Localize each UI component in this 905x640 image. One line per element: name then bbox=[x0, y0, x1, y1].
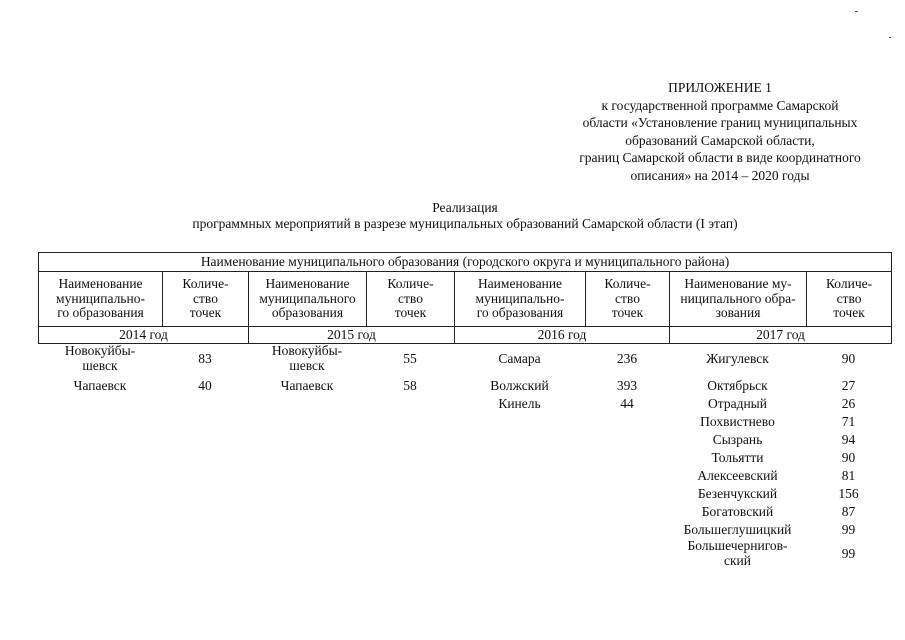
municipality-name: Новокуйбы- шевск bbox=[64, 343, 136, 373]
points-count: 236 bbox=[616, 350, 638, 366]
points-count: 99 bbox=[841, 545, 856, 561]
appendix-line: границ Самарской области в виде координатного bbox=[579, 150, 861, 165]
points-count: 71 bbox=[841, 413, 856, 429]
appendix-line: описания» на 2014 – 2020 годы bbox=[630, 167, 810, 183]
col-header-count: Количе- ство точек bbox=[586, 272, 670, 327]
municipality-name: Октябрьск bbox=[707, 377, 768, 393]
municipality-name: Отрадный bbox=[708, 395, 767, 411]
points-count: 58 bbox=[403, 377, 417, 393]
municipality-name: Безенчукский bbox=[697, 485, 778, 501]
municipality-name: Волжский bbox=[490, 377, 549, 393]
municipality-name: Большечернигов- ский bbox=[687, 538, 788, 568]
points-count: 26 bbox=[841, 395, 856, 411]
appendix-line: ПРИЛОЖЕНИЕ 1 bbox=[668, 80, 772, 95]
municipality-name: Чапаевск bbox=[280, 377, 334, 393]
group-header: Наименование муниципального образования (городского округа и муниципального района) bbox=[39, 253, 892, 272]
municipality-name: Тольятти bbox=[711, 449, 764, 465]
appendix-line: образований Самарской области, bbox=[625, 132, 815, 148]
scan-mark bbox=[889, 37, 891, 38]
municipality-name: Похвистнево bbox=[700, 413, 775, 429]
points-count: 83 bbox=[198, 350, 212, 366]
year-header-2015: 2015 год bbox=[249, 327, 455, 344]
points-count: 27 bbox=[841, 377, 856, 393]
points-count: 87 bbox=[841, 503, 856, 519]
appendix-line: к государственной программе Самарской bbox=[601, 97, 839, 113]
municipality-name: Новокуйбы- шевск bbox=[271, 343, 343, 373]
points-count: 90 bbox=[841, 449, 856, 465]
title-line-1: Реализация bbox=[432, 200, 498, 215]
municipality-name: Жигулевск bbox=[706, 350, 769, 366]
year-header-2014: 2014 год bbox=[39, 327, 249, 344]
col-header-name: Наименование муниципально- го образования bbox=[455, 272, 586, 327]
year-header-2017: 2017 год bbox=[670, 327, 892, 344]
col-header-name: Наименование муниципального образования bbox=[249, 272, 367, 327]
points-count: 94 bbox=[841, 431, 856, 447]
municipality-name: Алексеевский bbox=[697, 467, 778, 483]
points-count: 90 bbox=[841, 350, 856, 366]
municipalities-table bbox=[38, 252, 892, 344]
title-line-2: программных мероприятий в разрезе муниципальных образований Самарской области (I этап) bbox=[192, 216, 738, 231]
municipality-name: Сызрань bbox=[712, 431, 763, 447]
municipality-name: Кинель bbox=[498, 395, 541, 411]
col-header-name: Наименование му- ниципального обра- зования bbox=[670, 272, 807, 327]
document-title bbox=[110, 200, 820, 232]
points-count: 99 bbox=[841, 521, 856, 537]
scan-mark bbox=[855, 11, 858, 12]
col-header-count: Количе- ство точек bbox=[367, 272, 455, 327]
col-header-count: Количе- ство точек bbox=[163, 272, 249, 327]
year-header-2016: 2016 год bbox=[455, 327, 670, 344]
points-count: 40 bbox=[198, 377, 212, 393]
appendix-block bbox=[540, 79, 900, 184]
col-header-name: Наименование муниципально- го образования bbox=[39, 272, 163, 327]
col-header-count: Количе- ство точек bbox=[807, 272, 892, 327]
municipality-name: Чапаевск bbox=[73, 377, 127, 393]
municipality-name: Самара bbox=[498, 350, 541, 366]
points-count: 393 bbox=[616, 377, 638, 393]
points-count: 44 bbox=[620, 395, 634, 411]
appendix-line: области «Установление границ муниципальных bbox=[582, 115, 858, 130]
municipality-name: Большеглушицкий bbox=[683, 521, 792, 537]
municipality-name: Богатовский bbox=[701, 503, 774, 519]
points-count: 156 bbox=[838, 485, 859, 501]
points-count: 55 bbox=[403, 350, 417, 366]
points-count: 81 bbox=[841, 467, 856, 483]
